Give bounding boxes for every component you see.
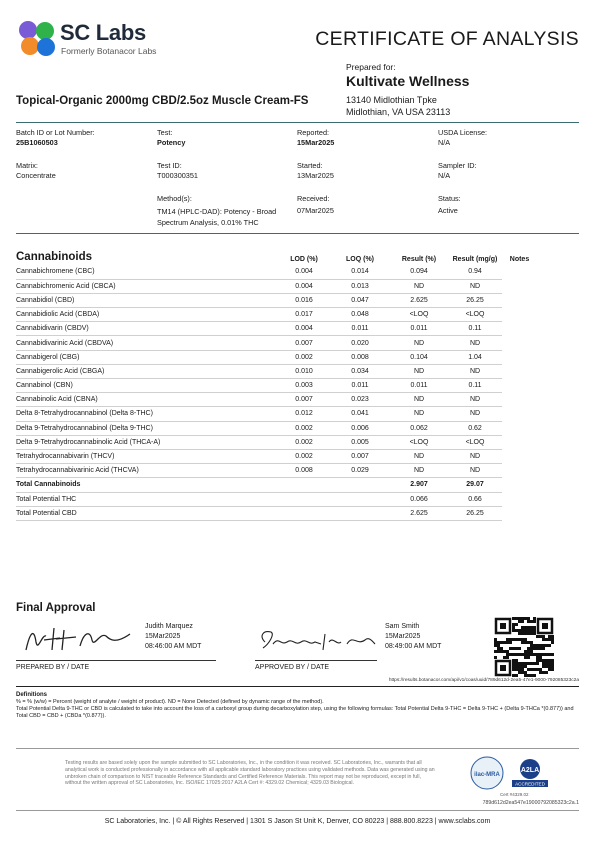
total-mg-value: 29.07 (448, 478, 502, 492)
total-row (16, 478, 579, 492)
spacer (537, 279, 579, 293)
method-value: TM14 (HPLC-DAD): Potency - Broad Spectrum Analysis, 0.01% THC (157, 207, 277, 227)
total-row (16, 492, 579, 506)
spacer (537, 336, 579, 350)
matrix-value: Concentrate (16, 171, 56, 180)
approver-time: 08:49:00 AM MDT (385, 643, 442, 650)
spacer (537, 265, 579, 279)
total-name: Total Potential THC (16, 492, 278, 506)
result-mg-value: <LOQ (448, 308, 502, 322)
cannabinoids-body (16, 265, 579, 520)
definitions (16, 692, 579, 720)
results-url[interactable]: https://results.botanacor.com/api/v1/coas/uuid/789d612d-2ea5-47e1-9000-792085323c2a (388, 678, 579, 683)
test-value: Potency (157, 138, 186, 147)
qr-code[interactable] (494, 617, 554, 677)
result-mg-value: 0.62 (448, 421, 502, 435)
analyte-name: Cannabidivarin (CBDV) (16, 322, 278, 336)
document-id: 789d612d2ea547e19000792085323c2a.1 (482, 800, 579, 806)
cannabinoids-table (16, 250, 579, 521)
notes-value (502, 350, 537, 364)
result-mg-value: 0.94 (448, 265, 502, 279)
spacer (537, 322, 579, 336)
loq-value: 0.011 (330, 322, 390, 336)
reported-label: Reported: (297, 128, 330, 137)
definitions-line-2: Total Potential Delta 9-THC or CBD is calculated to take into account the loss of a carboxyl group during decarboxylation step, using the following formulas: Total Potential Delta 9-THC = Delta 9-THC + (Delta 9-THCa *(0.877)) and Total CBD = CBD + (CBDa *(0.877)). (16, 706, 574, 719)
a2la-text: A2LA (520, 767, 540, 774)
result-pct-value: ND (390, 449, 448, 463)
empty-cell (330, 492, 390, 506)
table-row (16, 350, 579, 364)
status-field (438, 194, 461, 216)
lod-value: 0.002 (278, 449, 330, 463)
sampler-label: Sampler ID: (438, 161, 477, 170)
divider (16, 686, 579, 687)
lod-value: 0.012 (278, 407, 330, 421)
document-title: CERTIFICATE OF ANALYSIS (315, 28, 579, 50)
analyte-name: Cannabidiolic Acid (CBDA) (16, 308, 278, 322)
result-pct-value: ND (390, 464, 448, 478)
preparer-time: 08:46:00 AM MDT (145, 643, 202, 650)
result-mg-value: 26.25 (448, 293, 502, 307)
analyte-name: Cannabigerolic Acid (CBGA) (16, 364, 278, 378)
reported-value: 15Mar2025 (297, 138, 335, 147)
result-mg-value: ND (448, 336, 502, 350)
received-label: Received: (297, 194, 330, 203)
result-pct-value: 0.011 (390, 322, 448, 336)
test-label: Test: (157, 128, 173, 137)
spacer (537, 393, 579, 407)
col-result-pct: Result (%) (401, 256, 437, 263)
loq-value: 0.029 (330, 464, 390, 478)
spacer (537, 308, 579, 322)
result-mg-value: 0.11 (448, 322, 502, 336)
result-pct-value: <LOQ (390, 435, 448, 449)
notes-value (502, 293, 537, 307)
result-pct-value: ND (390, 393, 448, 407)
sc-labs-logo (16, 18, 58, 58)
result-pct-value: <LOQ (390, 308, 448, 322)
client-name: Kultivate Wellness (346, 73, 470, 89)
spacer (537, 379, 579, 393)
result-mg-value: 1.04 (448, 350, 502, 364)
result-mg-value: ND (448, 393, 502, 407)
notes-value (502, 279, 537, 293)
preparer-line (16, 660, 216, 661)
notes-value (502, 464, 537, 478)
analyte-name: Cannabinolic Acid (CBNA) (16, 393, 278, 407)
result-pct-value: ND (390, 279, 448, 293)
spacer (537, 364, 579, 378)
total-mg-value: 26.25 (448, 506, 502, 520)
definitions-line-1: % = % (w/w) = Percent (weight of analyte / weight of product). ND = None Detected (defined by dynamic range of the method). (16, 699, 324, 705)
result-pct-value: ND (390, 336, 448, 350)
spacer (537, 464, 579, 478)
loq-value: 0.048 (330, 308, 390, 322)
result-pct-value: 0.104 (390, 350, 448, 364)
lod-value: 0.008 (278, 464, 330, 478)
loq-value: 0.034 (330, 364, 390, 378)
approver-date: 15Mar2025 (385, 633, 421, 640)
analyte-name: Delta 9-Tetrahydrocannabinolic Acid (THCA-A) (16, 435, 278, 449)
result-mg-value: ND (448, 279, 502, 293)
usda-label: USDA License: (438, 128, 488, 137)
result-pct-value: ND (390, 407, 448, 421)
table-row (16, 407, 579, 421)
batch-label: Batch ID or Lot Number: (16, 128, 95, 137)
table-row (16, 449, 579, 463)
definitions-title: Definitions (16, 692, 47, 698)
analyte-name: Cannabichromene (CBC) (16, 265, 278, 279)
result-pct-value: ND (390, 364, 448, 378)
notes-value (502, 265, 537, 279)
prepared-for-label: Prepared for: (346, 62, 396, 72)
lod-value: 0.004 (278, 279, 330, 293)
spacer (537, 478, 579, 492)
started-label: Started: (297, 161, 323, 170)
total-pct-value: 2.907 (390, 478, 448, 492)
result-pct-value: 0.094 (390, 265, 448, 279)
table-row (16, 421, 579, 435)
total-pct-value: 0.066 (390, 492, 448, 506)
result-pct-value: 0.062 (390, 421, 448, 435)
testid-field (157, 161, 198, 181)
lod-value: 0.016 (278, 293, 330, 307)
empty-cell (330, 478, 390, 492)
divider (16, 233, 579, 234)
analyte-name: Delta 8-Tetrahydrocannabinol (Delta 8-THC) (16, 407, 278, 421)
address-line-2: Midlothian, VA USA 23113 (346, 107, 451, 117)
loq-value: 0.020 (330, 336, 390, 350)
table-row (16, 435, 579, 449)
divider (16, 810, 579, 811)
spacer (537, 350, 579, 364)
started-value: 13Mar2025 (297, 171, 334, 180)
final-approval-title: Final Approval (16, 602, 96, 614)
result-mg-value: ND (448, 407, 502, 421)
result-pct-value: 0.011 (390, 379, 448, 393)
loq-value: 0.011 (330, 379, 390, 393)
spacer (537, 435, 579, 449)
result-pct-value: 2.625 (390, 293, 448, 307)
reported-field (297, 128, 334, 148)
col-spacer (537, 250, 579, 265)
lod-value: 0.007 (278, 336, 330, 350)
table-row (16, 322, 579, 336)
preparer-info (145, 622, 201, 652)
total-row (16, 506, 579, 520)
loq-value: 0.014 (330, 265, 390, 279)
test-field (157, 128, 185, 148)
lod-value: 0.004 (278, 265, 330, 279)
col-notes: Notes (509, 256, 530, 263)
result-mg-value: ND (448, 449, 502, 463)
testid-label: Test ID: (157, 161, 182, 170)
loq-value: 0.007 (330, 449, 390, 463)
preparer-name: Judith Marquez (145, 623, 193, 630)
spacer (537, 421, 579, 435)
spacer (537, 293, 579, 307)
empty-cell (278, 478, 330, 492)
product-title: Topical-Organic 2000mg CBD/2.5oz Muscle Cream-FS (16, 95, 309, 107)
section-title-cannabinoids: Cannabinoids (16, 251, 93, 263)
a2la-badge (510, 758, 550, 788)
analyte-name: Cannabidiol (CBD) (16, 293, 278, 307)
spacer (537, 449, 579, 463)
sampler-field (438, 161, 477, 181)
divider (16, 122, 579, 123)
notes-value (502, 421, 537, 435)
notes-value (502, 492, 537, 506)
loq-value: 0.008 (330, 350, 390, 364)
empty-cell (278, 506, 330, 520)
spacer (537, 492, 579, 506)
received-value: 07Mar2025 (297, 206, 334, 215)
result-mg-value: ND (448, 364, 502, 378)
table-row (16, 364, 579, 378)
analyte-name: Delta 9-Tetrahydrocannabinol (Delta 9-THC) (16, 421, 278, 435)
status-value: Active (438, 206, 458, 215)
approver-line (255, 660, 377, 661)
footer: SC Laboratories, Inc. | © All Rights Reserved | 1301 S Jason St Unit K, Denver, CO 80223 | 888.800.8223 | www.sclabs.com (104, 818, 491, 825)
empty-cell (278, 492, 330, 506)
batch-field (16, 128, 95, 148)
matrix-field (16, 161, 56, 181)
result-mg-value: ND (448, 464, 502, 478)
notes-value (502, 393, 537, 407)
table-row (16, 308, 579, 322)
total-pct-value: 2.625 (390, 506, 448, 520)
address-line-1: 13140 Midlothian Tpke (346, 95, 437, 105)
loq-value: 0.041 (330, 407, 390, 421)
prepared-by-label: PREPARED BY / DATE (16, 664, 90, 671)
lod-value: 0.002 (278, 421, 330, 435)
divider (16, 748, 579, 749)
loq-value: 0.023 (330, 393, 390, 407)
loq-value: 0.013 (330, 279, 390, 293)
result-mg-value: 0.11 (448, 379, 502, 393)
table-row (16, 265, 579, 279)
notes-value (502, 435, 537, 449)
batch-value: 25B1060503 (16, 138, 58, 147)
matrix-label: Matrix: (16, 161, 38, 170)
approved-by-label: APPROVED BY / DATE (255, 664, 330, 671)
usda-field (438, 128, 487, 148)
analyte-name: Cannabidivarinic Acid (CBDVA) (16, 336, 278, 350)
lod-value: 0.003 (278, 379, 330, 393)
loq-value: 0.047 (330, 293, 390, 307)
notes-value (502, 322, 537, 336)
received-field (297, 194, 334, 216)
preparer-signature (20, 622, 138, 658)
notes-value (502, 336, 537, 350)
table-row (16, 464, 579, 478)
table-row (16, 293, 579, 307)
preparer-date: 15Mar2025 (145, 633, 181, 640)
method-field (157, 194, 293, 228)
col-lod: LOD (%) (290, 256, 318, 263)
analyte-name: Cannabichromenic Acid (CBCA) (16, 279, 278, 293)
lod-value: 0.010 (278, 364, 330, 378)
col-result-mg: Result (mg/g) (452, 256, 498, 263)
spacer (537, 506, 579, 520)
lod-value: 0.007 (278, 393, 330, 407)
col-loq: LOQ (%) (346, 256, 374, 263)
analyte-name: Tetrahydrocannabivarin (THCV) (16, 449, 278, 463)
approver-signature (255, 622, 380, 658)
notes-value (502, 506, 537, 520)
table-row (16, 336, 579, 350)
notes-value (502, 379, 537, 393)
spacer (537, 407, 579, 421)
client-address (346, 94, 450, 118)
accredited-text: ACCREDITED (515, 781, 545, 787)
table-row (16, 393, 579, 407)
lod-value: 0.002 (278, 350, 330, 364)
lod-value: 0.004 (278, 322, 330, 336)
notes-value (502, 407, 537, 421)
brand-name: SC Labs (60, 20, 146, 45)
ilac-mra-badge (470, 756, 504, 790)
lod-value: 0.002 (278, 435, 330, 449)
sampler-value: N/A (438, 171, 451, 180)
result-mg-value: <LOQ (448, 435, 502, 449)
cert-number: Cert #4329.02 (500, 792, 529, 797)
notes-value (502, 478, 537, 492)
testid-value: T000300351 (157, 171, 198, 180)
loq-value: 0.006 (330, 421, 390, 435)
table-row (16, 379, 579, 393)
analyte-name: Tetrahydrocannabivarinic Acid (THCVA) (16, 464, 278, 478)
usda-value: N/A (438, 138, 451, 147)
empty-cell (330, 506, 390, 520)
notes-value (502, 449, 537, 463)
ilac-text: ilac-MRA (474, 772, 500, 778)
lod-value: 0.017 (278, 308, 330, 322)
loq-value: 0.005 (330, 435, 390, 449)
table-row (16, 279, 579, 293)
notes-value (502, 364, 537, 378)
notes-value (502, 308, 537, 322)
disclaimer: Testing results are based solely upon the sample submitted to SC Laboratories, Inc., in the condition it was received. SC Laboratories, Inc., warrants that all analytical work is conducted professionally in accordance with all applicable standard laboratory practices using validated methods. Data was generated using an unbroken chain of comparison to NIST traceable Reference Standards and Certified Reference Materials. This report may not be reproduced, except in full, without the written approval of SC Laboratories, Inc. ISO/IEC 17025:2017 A2LA Cert #: 4329.02 Chemical; 4329.03 Biological. (65, 760, 435, 787)
started-field (297, 161, 334, 181)
approver-info (385, 622, 441, 652)
method-label: Method(s): (157, 194, 192, 203)
total-mg-value: 0.66 (448, 492, 502, 506)
total-name: Total Cannabinoids (16, 478, 278, 492)
status-label: Status: (438, 194, 461, 203)
analyte-name: Cannabinol (CBN) (16, 379, 278, 393)
approver-name: Sam Smith (385, 623, 420, 630)
analyte-name: Cannabigerol (CBG) (16, 350, 278, 364)
total-name: Total Potential CBD (16, 506, 278, 520)
brand-tagline: Formerly Botanacor Labs (61, 46, 157, 56)
